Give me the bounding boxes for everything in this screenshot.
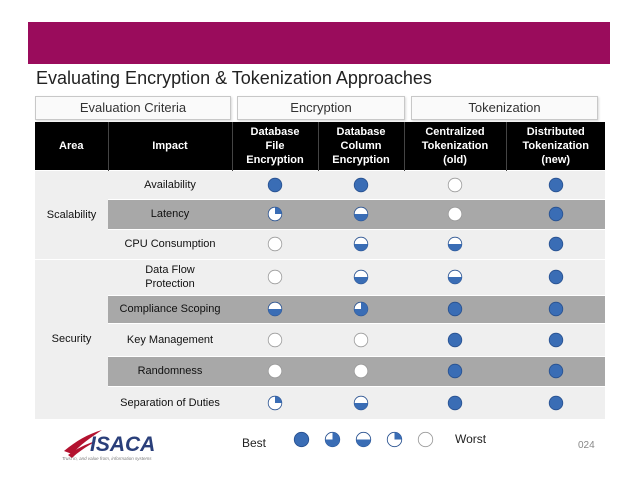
harvey-ball-icon [267, 332, 283, 348]
harvey-ball-icon [267, 301, 283, 317]
rating-cell [318, 295, 404, 323]
rating-cell [318, 386, 404, 419]
impact-cell: Latency [108, 199, 232, 229]
rating-cell [232, 199, 318, 229]
column-header-row [35, 122, 605, 170]
slide-title: Evaluating Encryption & Tokenization Approaches [36, 68, 432, 88]
header-encryption: Encryption [237, 96, 405, 120]
harvey-ball-icon [353, 177, 369, 193]
rating-cell [318, 323, 404, 356]
harvey-ball-icon [353, 301, 369, 317]
rating-cell [318, 229, 404, 259]
rating-cell [404, 295, 506, 323]
harvey-ball-icon [548, 236, 564, 252]
rating-cell [404, 356, 506, 386]
harvey-ball-icon [447, 395, 463, 411]
impact-cell: Key Management [108, 323, 232, 356]
legend-harvey-ball-icon [355, 431, 372, 448]
table-row [35, 259, 605, 295]
rating-cell [232, 259, 318, 295]
col-header-db-column-encryption: Database Column Encryption [318, 122, 404, 170]
table-row [35, 386, 605, 419]
harvey-ball-icon [548, 395, 564, 411]
table-row [35, 229, 605, 259]
comparison-table [35, 122, 605, 419]
harvey-ball-icon [353, 269, 369, 285]
harvey-ball-icon [548, 206, 564, 222]
impact-cell: Separation of Duties [108, 386, 232, 419]
rating-cell [404, 259, 506, 295]
rating-cell [404, 199, 506, 229]
harvey-ball-icon [548, 177, 564, 193]
rating-cell [404, 229, 506, 259]
legend-harvey-ball-icon [386, 431, 403, 448]
harvey-ball-icon [447, 269, 463, 285]
harvey-ball-icon [353, 395, 369, 411]
rating-cell [506, 323, 605, 356]
col-header-centralized-tokenization: Centralized Tokenization (old) [404, 122, 506, 170]
harvey-ball-icon [548, 363, 564, 379]
area-cell: Security [35, 259, 108, 419]
header-evaluation-criteria: Evaluation Criteria [35, 96, 231, 120]
rating-cell [404, 323, 506, 356]
legend-harvey-ball-icon [417, 431, 434, 448]
harvey-ball-icon [447, 206, 463, 222]
impact-cell: Availability [108, 170, 232, 199]
title-band [28, 22, 610, 64]
impact-cell: Compliance Scoping [108, 295, 232, 323]
rating-cell [404, 386, 506, 419]
rating-cell [318, 356, 404, 386]
harvey-ball-icon [267, 269, 283, 285]
legend-harvey-ball-icon [293, 431, 310, 448]
rating-cell [506, 229, 605, 259]
legend-harvey-ball-icon [324, 431, 341, 448]
svg-text:Trust in, and value from, info: Trust in, and value from, information systems [62, 456, 152, 461]
page-number: 024 [578, 440, 595, 451]
col-header-distributed-tokenization: Distributed Tokenization (new) [506, 122, 605, 170]
impact-cell: Data Flow Protection [108, 259, 232, 295]
svg-text:ISACA: ISACA [90, 433, 156, 456]
harvey-ball-icon [353, 363, 369, 379]
harvey-ball-icon [353, 206, 369, 222]
header-tokenization: Tokenization [411, 96, 598, 120]
rating-cell [232, 295, 318, 323]
impact-cell: CPU Consumption [108, 229, 232, 259]
harvey-ball-icon [548, 301, 564, 317]
harvey-ball-icon [548, 332, 564, 348]
table-row [35, 323, 605, 356]
rating-cell [232, 170, 318, 199]
harvey-ball-icon [447, 236, 463, 252]
rating-cell [318, 199, 404, 229]
harvey-ball-icon [353, 332, 369, 348]
table-row [35, 170, 605, 199]
rating-cell [506, 295, 605, 323]
rating-cell [232, 323, 318, 356]
rating-cell [404, 170, 506, 199]
rating-cell [506, 170, 605, 199]
harvey-ball-icon [447, 363, 463, 379]
rating-cell [506, 259, 605, 295]
harvey-ball-icon [548, 269, 564, 285]
table-row [35, 199, 605, 229]
col-header-area: Area [35, 122, 108, 170]
harvey-ball-icon [447, 301, 463, 317]
table-row [35, 356, 605, 386]
col-header-db-file-encryption: Database File Encryption [232, 122, 318, 170]
rating-cell [232, 356, 318, 386]
area-cell: Scalability [35, 170, 108, 259]
rating-cell [506, 199, 605, 229]
harvey-ball-icon [267, 363, 283, 379]
harvey-ball-icon [447, 177, 463, 193]
rating-cell [506, 386, 605, 419]
col-header-impact: Impact [108, 122, 232, 170]
harvey-ball-icon [267, 206, 283, 222]
table-row [35, 295, 605, 323]
rating-cell [506, 356, 605, 386]
legend-worst-label: Worst [455, 432, 487, 446]
rating-cell [232, 229, 318, 259]
rating-cell [318, 170, 404, 199]
legend-best-label: Best [242, 436, 267, 450]
harvey-ball-icon [447, 332, 463, 348]
harvey-ball-icon [353, 236, 369, 252]
isaca-logo [60, 428, 186, 462]
harvey-ball-icon [267, 236, 283, 252]
rating-cell [232, 386, 318, 419]
impact-cell: Randomness [108, 356, 232, 386]
harvey-ball-icon [267, 395, 283, 411]
harvey-ball-icon [267, 177, 283, 193]
rating-cell [318, 259, 404, 295]
